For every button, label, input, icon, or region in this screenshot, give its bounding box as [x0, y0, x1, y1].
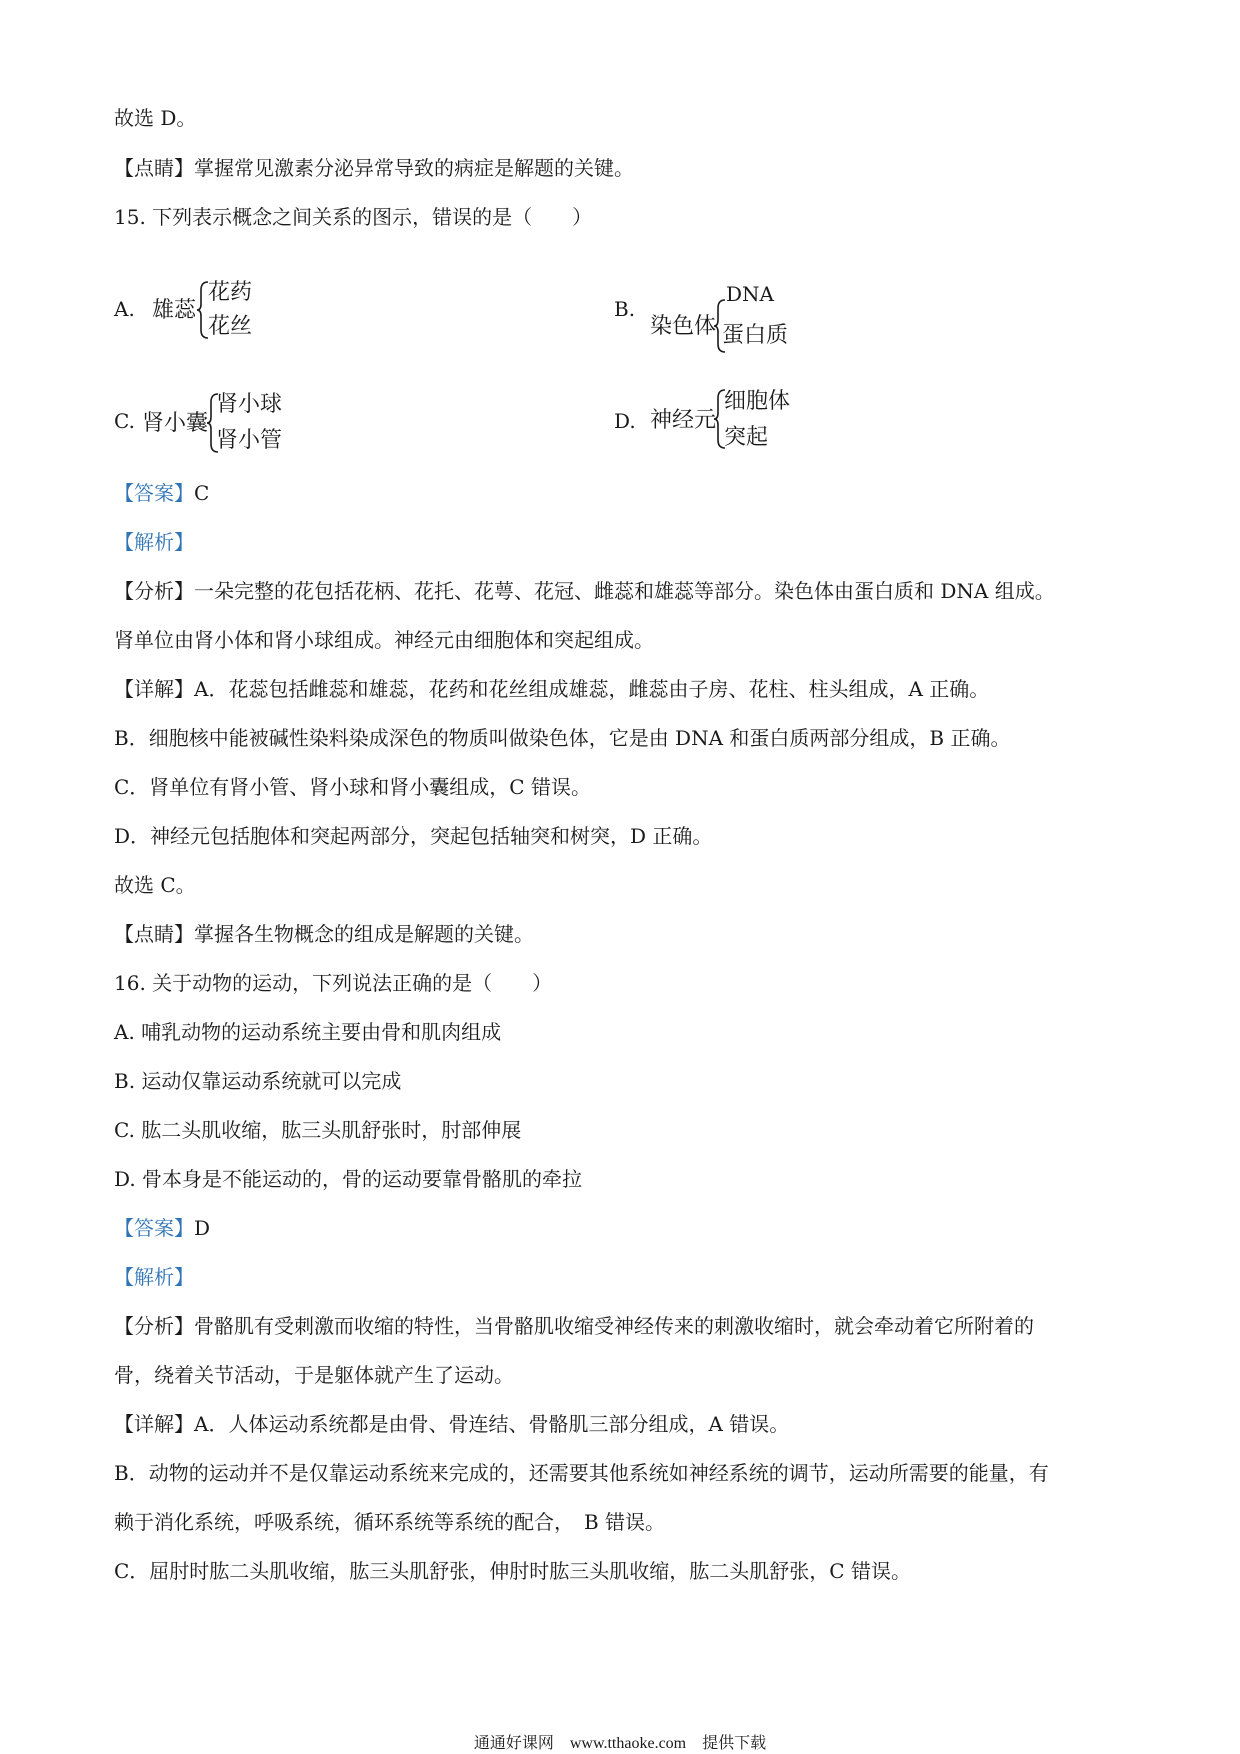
q16-detail-a: 【详解】A．人体运动系统都是由骨、骨连结、骨骼肌三部分组成，A 错误。: [114, 1412, 790, 1436]
q16-analysis-line2: 骨，绕着关节活动，于是躯体就产生了运动。: [114, 1363, 514, 1387]
q15-choose: 故选 C。: [114, 873, 196, 897]
q15-detail-b: B．细胞核中能被碱性染料染成深色的物质叫做染色体，它是由 DNA 和蛋白质两部分组成，B 正确。: [114, 726, 1011, 750]
part-bottom: 肾小管: [216, 428, 283, 453]
question-16-stem: 16. 关于动物的运动，下列说法正确的是（ ）: [114, 971, 553, 995]
q16-option-b: B. 运动仅靠运动系统就可以完成: [114, 1069, 402, 1093]
option-letter: C.: [114, 409, 135, 433]
choose-d-line: 故选 D。: [114, 106, 197, 130]
option-letter: A.: [114, 297, 135, 321]
q15-analysis-line1: 【分析】一朵完整的花包括花柄、花托、花萼、花冠、雌蕊和雄蕊等部分。染色体由蛋白质和 DNA 组成。: [114, 579, 1055, 603]
part-bottom: 突起: [724, 425, 769, 450]
q15-jiexi: 【解析】: [114, 530, 194, 554]
question-15-stem: 15. 下列表示概念之间关系的图示，错误的是（ ）: [114, 205, 593, 229]
concept-term: 染色体: [650, 314, 717, 339]
part-top: DNA: [726, 282, 774, 306]
part-top: 花药: [208, 280, 253, 305]
part-top: 肾小球: [216, 392, 283, 417]
concept-term: 肾小囊: [142, 411, 209, 436]
concept-term: 神经元: [650, 408, 717, 433]
q16-detail-c: C．屈肘时肱二头肌收缩，肱三头肌舒张，伸肘时肱三头肌收缩，肱二头肌舒张，C 错误。: [114, 1559, 911, 1583]
page-footer: 通通好课网 www.tthaoke.com 提供下载: [473, 1735, 767, 1752]
q16-detail-b2: 赖于消化系统，呼吸系统，循环系统等系统的配合， B 错误。: [114, 1510, 666, 1534]
q15-detail-c: C．肾单位有肾小管、肾小球和肾小囊组成，C 错误。: [114, 775, 591, 799]
q16-option-c: C. 肱二头肌收缩，肱三头肌舒张时，肘部伸展: [114, 1118, 522, 1142]
option-letter: D.: [614, 409, 636, 433]
part-bottom: 蛋白质: [722, 323, 789, 348]
q15-detail-a: 【详解】A．花蕊包括雌蕊和雄蕊，花药和花丝组成雄蕊，雌蕊由子房、花柱、柱头组成，A 正确。: [114, 677, 990, 701]
q15-analysis-line2: 肾单位由肾小体和肾小球组成。神经元由细胞体和突起组成。: [114, 628, 654, 652]
point-line: 【点睛】掌握常见激素分泌异常导致的病症是解题的关键。: [114, 156, 634, 180]
q16-answer: 【答案】D: [114, 1216, 211, 1240]
q16-analysis-line1: 【分析】骨骼肌有受刺激而收缩的特性，当骨骼肌收缩受神经传来的刺激收缩时，就会牵动着它所附着的: [114, 1314, 1034, 1338]
part-top: 细胞体: [724, 389, 791, 414]
part-bottom: 花丝: [208, 314, 253, 339]
q16-detail-b1: B．动物的运动并不是仅靠运动系统来完成的，还需要其他系统如神经系统的调节，运动所需要的能量，有: [114, 1461, 1049, 1485]
q16-option-a: A. 哺乳动物的运动系统主要由骨和肌肉组成: [114, 1020, 502, 1044]
option-letter: B.: [614, 297, 636, 321]
concept-term: 雄蕊: [152, 298, 197, 323]
q15-answer: 【答案】C: [114, 481, 210, 505]
q15-point: 【点睛】掌握各生物概念的组成是解题的关键。: [114, 922, 534, 946]
q16-option-d: D. 骨本身是不能运动的，骨的运动要靠骨骼肌的牵拉: [114, 1167, 583, 1191]
q16-jiexi: 【解析】: [114, 1265, 194, 1289]
q15-detail-d: D．神经元包括胞体和突起两部分，突起包括轴突和树突，D 正确。: [114, 824, 713, 848]
